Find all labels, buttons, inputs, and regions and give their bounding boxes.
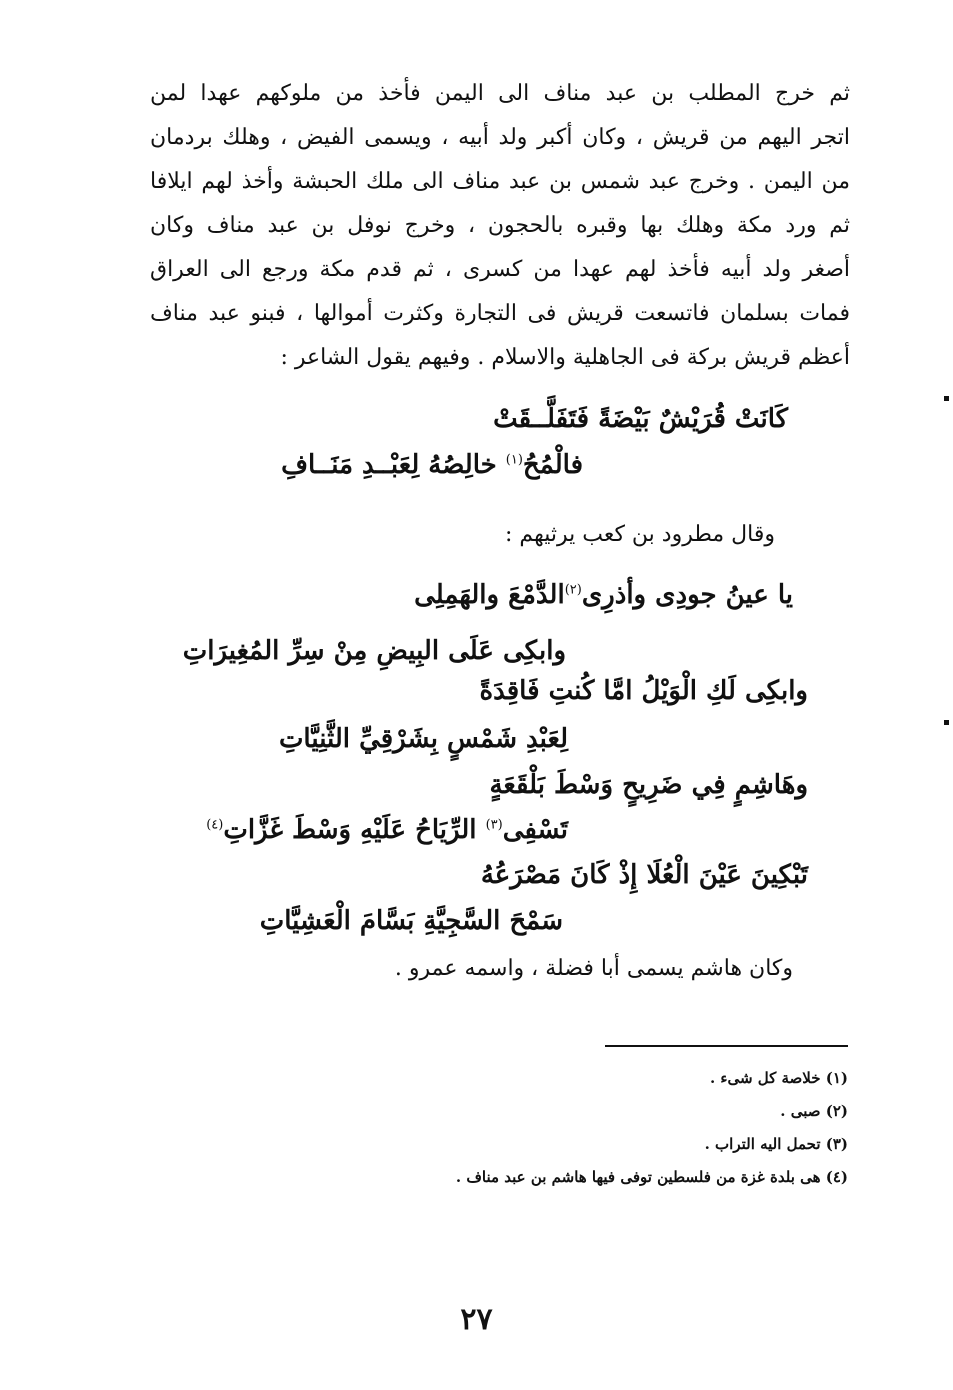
margin-mark — [944, 720, 949, 725]
footnote-divider — [605, 1045, 848, 1047]
verse2-line6 — [206, 815, 568, 845]
verse2-line8: سَمْحَ السَّجِيَّةِ بَسَّامَ الْعَشِيَّاتِ — [259, 906, 563, 936]
prose-line: من اليمن . وخرج عبد شمس بن عبد مناف الى ملك الحبشة وأخذ لهم ايلافا — [150, 169, 850, 194]
footnote-ref: (٢) — [564, 582, 582, 598]
footnote-ref: (٣) — [485, 817, 503, 833]
prose-line: ثم خرج المطلب بن عبد مناف الى اليمن فأخذ من ملوكهم عهدا لمن — [150, 81, 850, 106]
footnotes — [456, 1062, 848, 1194]
verse-word: الدَّمْعَ والهَمِلِى — [414, 580, 565, 610]
verse1-line2 — [281, 450, 583, 480]
verse2-line7: تَبْكِينَ عَيْنَ الْعُلَا إِذْ كَانَ مَصْرَعُهُ — [480, 860, 808, 890]
page-number: ٢٧ — [460, 1302, 493, 1337]
verse-word: الرِّيَاحُ عَلَيْهِ وَسْطَ غَزَّاتِ — [223, 815, 477, 845]
prose-line: أصغر ولد أبيه فأخذ لهم عهدا من كسرى ، ثم قدم مكة ورجع الى العراق — [150, 257, 850, 282]
prose-paragraph — [150, 72, 850, 380]
footnote-ref: (٤) — [206, 817, 224, 833]
prose-line: اتجر اليهم من قريش ، وكان أكبر ولد أبيه ، ويسمى الفيض ، وهلك بردمان — [150, 125, 850, 150]
verse-word: فالْمُحُ — [522, 450, 583, 480]
verse2-line4: لِعَبْدِ شَمْسٍ بِشَرْقِيِّ الثَّنِيَّاتِ — [278, 724, 568, 754]
verse2-line3: وابكِى لَكِ الْوَيْلُ امَّا كُنتِ فَاقِدَةً — [479, 676, 808, 706]
prose-line: أعظم قريش بركة فى الجاهلية والاسلام . وفيهم يقول الشاعر : — [280, 345, 850, 370]
verse-word: يا عينُ جودِى وأذرِى — [581, 580, 793, 610]
closing-line: وكان هاشم يسمى أبا فضلة ، واسمه عمرو . — [394, 956, 793, 981]
verse1-line1: كَانَتْ قُرَيْشٌ بَيْضَةً فَتَفَلَّــقَتْ — [493, 404, 788, 434]
footnote-item: (٢) صبى . — [780, 1102, 848, 1120]
verse-word: خالِصُهُ لِعَبْــدِ مَنَــافِ — [281, 450, 497, 480]
verse2-line1 — [414, 580, 793, 610]
footnote-item: (١) خلاصة كل شىء . — [709, 1069, 848, 1087]
verse2-line5: وهَاشِمٍ فِي ضَرِيحٍ وَسْطَ بَلْقَعَةٍ — [489, 770, 808, 800]
footnote-item: (٣) تحمل اليه التراب . — [704, 1135, 848, 1153]
verse2-line2: وابكِى عَلَى البِيضِ مِنْ سِرِّ المُغِيرَاتِ — [182, 636, 566, 666]
prose-line: فمات بسلمان فاتسعت قريش فى التجارة وكثرت أموالها ، فبنو عبد مناف — [150, 301, 850, 326]
footnote-ref: (١) — [505, 452, 523, 468]
intro-line: وقال مطرود بن كعب يرثيهم : — [505, 522, 775, 547]
footnote-item: (٤) هى بلدة غزة من فلسطين توفى فيها هاشم بن عبد مناف . — [455, 1168, 848, 1186]
prose-line: ثم ورد مكة وهلك بها وقبره بالحجون ، وخرج نوفل بن عبد مناف وكان — [150, 213, 850, 238]
verse-word: تَسْفِى — [502, 815, 568, 845]
margin-mark — [944, 396, 949, 401]
